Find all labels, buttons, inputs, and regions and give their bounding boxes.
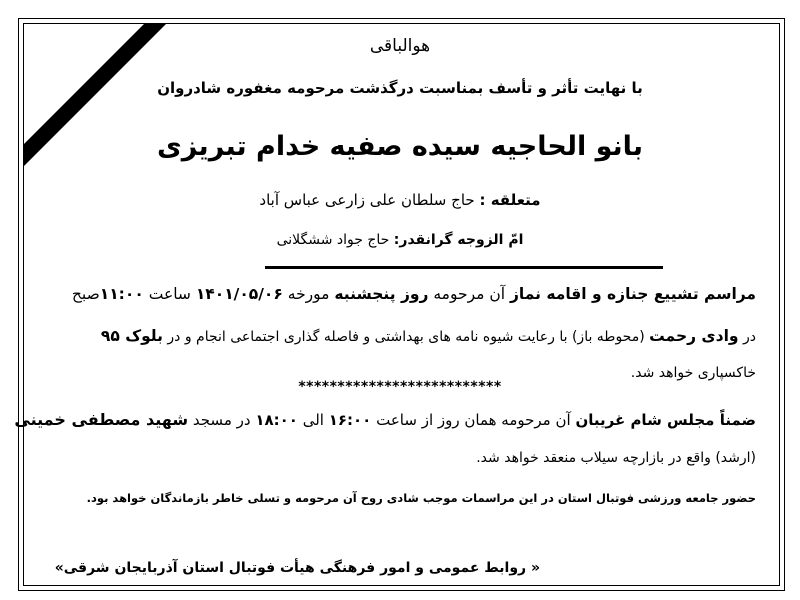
funeral-text: (محوطه باز) با رعایت شیوه نامه های بهداشتی و فاصله گذاری اجتماعی انجام و در xyxy=(162,329,650,345)
memorial-line-1 xyxy=(14,410,756,429)
signature: « روابط عمومی و امور فرهنگی هیأت فوتبال استان آذربایجان شرقی» xyxy=(54,560,540,576)
funeral-time: ۱۱:۰۰ xyxy=(99,285,144,303)
spouse-line xyxy=(0,191,800,209)
funeral-line-2 xyxy=(101,327,756,346)
spouse-name: حاج سلطان علی زارعی عباس آباد xyxy=(259,191,475,209)
funeral-ceremony-label: مراسم تشییع جنازه و اقامه نماز xyxy=(509,285,756,303)
separator-stars: ************************** xyxy=(298,379,502,395)
funeral-text: صبح xyxy=(71,285,100,303)
cemetery-name: وادی رحمت xyxy=(649,327,739,345)
father-in-law-name: حاج جواد ششگلانی xyxy=(276,232,390,248)
funeral-text: ساعت xyxy=(143,285,196,303)
invocation: هوالباقی xyxy=(369,36,431,56)
funeral-text: در xyxy=(738,329,756,345)
funeral-day: روز پنجشنبه xyxy=(334,285,429,303)
memorial-line-2: (ارشد) واقع در بازارچه سیلاب منعقد خواهد شد. xyxy=(476,450,756,466)
funeral-text: آن مرحومه xyxy=(428,285,510,303)
father-in-law-line xyxy=(0,232,800,249)
mosque-name: شهید مصطفی خمینی xyxy=(14,410,189,429)
funeral-date: ۱۴۰۱/۰۵/۰۶ xyxy=(195,285,283,303)
deceased-name: بانو الحاجیه سیده صفیه خدام تبریزی xyxy=(157,131,643,162)
funeral-line-3: خاکسپاری خواهد شد. xyxy=(630,365,756,381)
memorial-text: در مسجد xyxy=(188,411,256,429)
divider-rule xyxy=(265,266,663,269)
intro-line: با نهایت تأثر و تأسف بمناسبت درگذشت مرحومه مغفوره شادروان xyxy=(157,79,643,97)
funeral-text: مورخه xyxy=(282,285,335,303)
memorial-label: ضمناً مجلس شام غریبان xyxy=(575,411,756,429)
closing-line: حضور جامعه ورزشی فوتبال استان در این مراسمات موجب شادی روح آن مرحومه و تسلی خاطر بازماندگان خواهد بود. xyxy=(86,491,756,505)
memorial-text: آن مرحومه همان روز از ساعت xyxy=(371,411,576,429)
burial-block: بلوک ۹۵ xyxy=(100,327,163,345)
memorial-text: الی xyxy=(297,411,329,429)
memorial-start-time: ۱۶:۰۰ xyxy=(328,411,372,429)
funeral-line-1 xyxy=(72,285,756,304)
memorial-end-time: ۱۸:۰۰ xyxy=(255,411,298,429)
father-in-law-label: امّ الزوجه گرانقدر: xyxy=(393,232,524,248)
spouse-label: متعلقه : xyxy=(479,191,541,209)
